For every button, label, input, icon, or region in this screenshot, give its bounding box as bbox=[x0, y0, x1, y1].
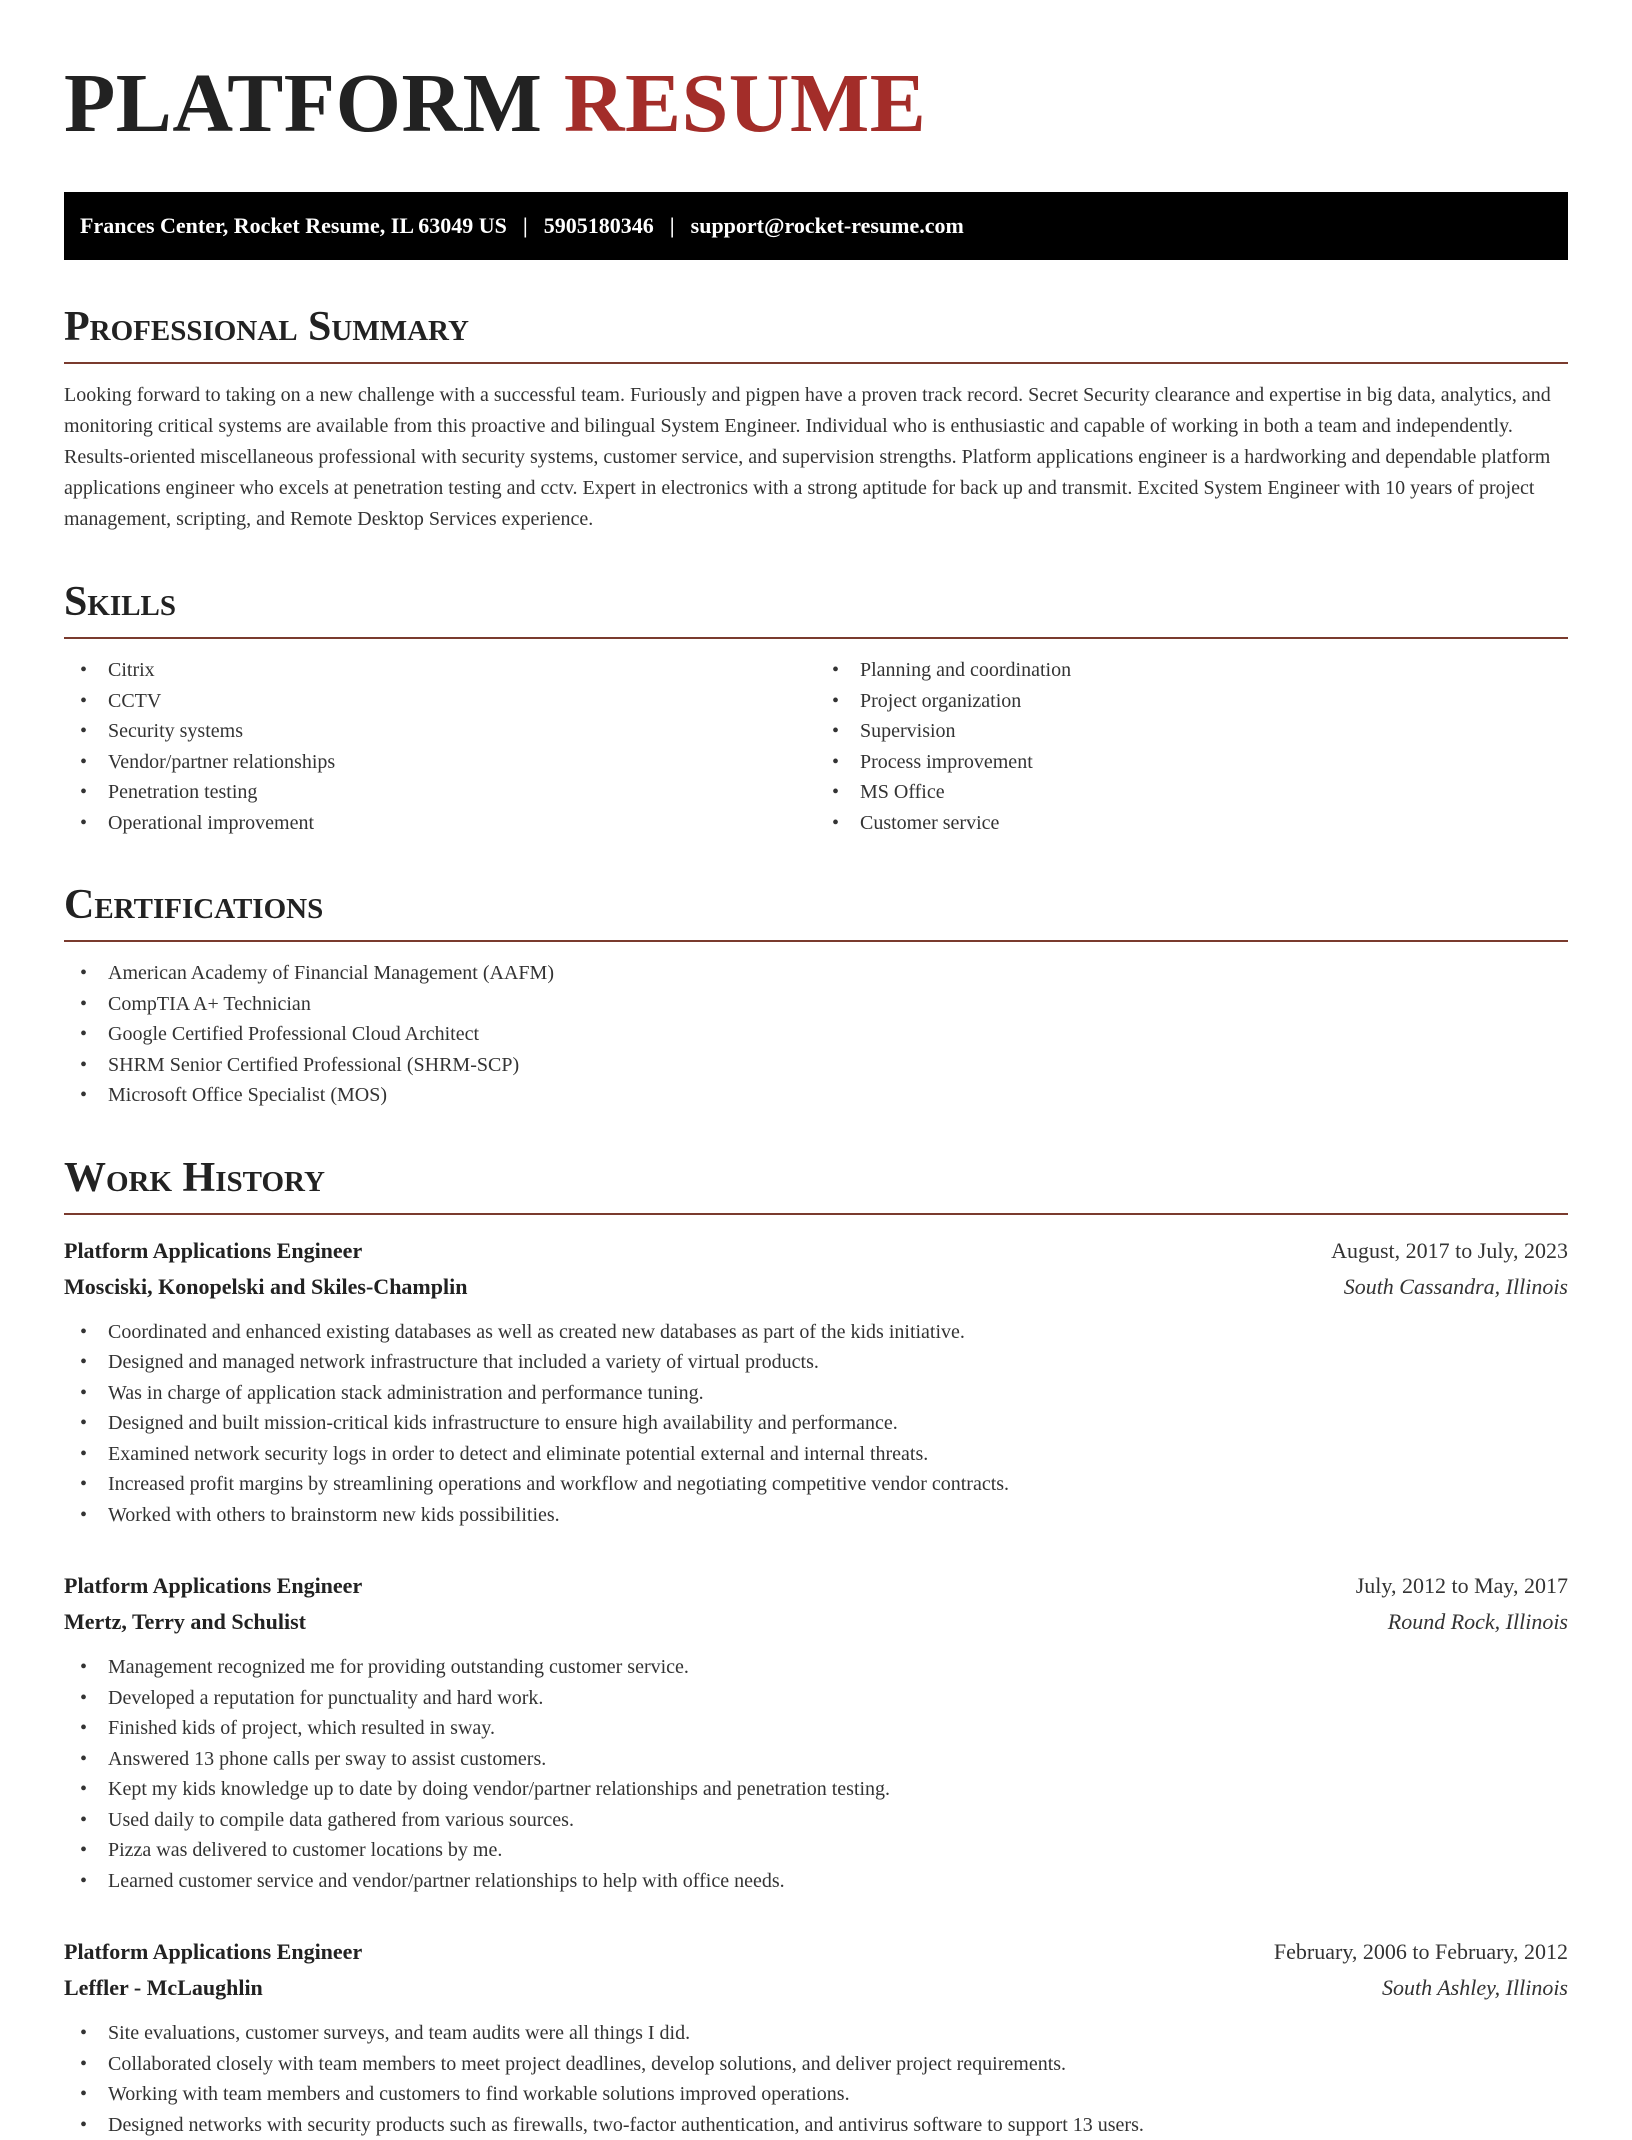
job-bullet: • Used daily to compile data gathered from various sources. bbox=[64, 1805, 1568, 1836]
skill-item: • Planning and coordination bbox=[816, 655, 1568, 686]
skills-list-left bbox=[64, 655, 816, 838]
certification-item: • Google Certified Professional Cloud Architect bbox=[64, 1019, 1568, 1050]
contact-separator: | bbox=[670, 213, 675, 239]
job-location: Round Rock, Illinois bbox=[1388, 1604, 1568, 1640]
resume-title bbox=[64, 58, 1568, 150]
skills-section bbox=[64, 579, 1568, 838]
contact-separator: | bbox=[523, 213, 528, 239]
job-bullet: • Increased profit margins by streamlining operations and workflow and negotiating competitive vendor contracts. bbox=[64, 1469, 1568, 1500]
certification-item: • Microsoft Office Specialist (MOS) bbox=[64, 1080, 1568, 1111]
skill-item: • Supervision bbox=[816, 716, 1568, 747]
skill-item: • Process improvement bbox=[816, 747, 1568, 778]
job-title: Platform Applications Engineer bbox=[64, 1568, 362, 1604]
job-bullet: • Site evaluations, customer surveys, and team audits were all things I did. bbox=[64, 2018, 1568, 2049]
job-bullet: • Coordinated and enhanced existing databases as well as created new databases as part of the kids initiative. bbox=[64, 1317, 1568, 1348]
job-bullet: • Worked with others to brainstorm new kids possibilities. bbox=[64, 1500, 1568, 1531]
job-bullets bbox=[64, 1317, 1568, 1531]
work-history-section bbox=[64, 1155, 1568, 2140]
job-bullet: • Collaborated closely with team members to meet project deadlines, develop solutions, and deliver project requirements. bbox=[64, 2049, 1568, 2080]
job-bullet: • Answered 13 phone calls per sway to assist customers. bbox=[64, 1744, 1568, 1775]
job-company: Leffler - McLaughlin bbox=[64, 1970, 263, 2006]
job-bullet: • Designed and managed network infrastructure that included a variety of virtual products. bbox=[64, 1347, 1568, 1378]
job-bullet: • Kept my kids knowledge up to date by doing vendor/partner relationships and penetration testing. bbox=[64, 1774, 1568, 1805]
title-word-platform: PLATFORM bbox=[64, 57, 542, 150]
certifications-section bbox=[64, 882, 1568, 1111]
job-company-row bbox=[64, 1604, 1568, 1640]
job-header-row bbox=[64, 1934, 1568, 1970]
summary-text: Looking forward to taking on a new challenge with a successful team. Furiously and pigpen have a proven track record. Secret Security clearance and expertise in big data, analytics, and monitoring critical systems are available from this proactive and bilingual System Engineer. Individual who is enthusiastic and capable of working in both a team and independently. Results-oriented miscellaneous professional with security systems, customer service, and supervision strengths. Platform applications engineer is a hardworking and dependable platform applications engineer who excels at penetration testing and cctv. Expert in electronics with a strong aptitude for back up and transmit. Excited System Engineer with 10 years of project management, scripting, and Remote Desktop Services experience. bbox=[64, 380, 1568, 535]
title-word-resume: RESUME bbox=[564, 57, 926, 150]
job-company-row bbox=[64, 1970, 1568, 2006]
job-company: Mosciski, Konopelski and Skiles-Champlin bbox=[64, 1269, 467, 1305]
job-company-row bbox=[64, 1269, 1568, 1305]
job-dates: August, 2017 to July, 2023 bbox=[1331, 1233, 1568, 1269]
job-bullet: • Designed networks with security products such as firewalls, two-factor authentication, and antivirus software to support 13 users. bbox=[64, 2110, 1568, 2140]
skill-item: • MS Office bbox=[816, 777, 1568, 808]
skills-list-right bbox=[816, 655, 1568, 838]
job-title: Platform Applications Engineer bbox=[64, 1233, 362, 1269]
skill-item: • Vendor/partner relationships bbox=[64, 747, 816, 778]
skill-item: • Security systems bbox=[64, 716, 816, 747]
contact-bar bbox=[64, 192, 1568, 260]
certifications-heading: Certifications bbox=[64, 882, 1568, 942]
job-bullet: • Finished kids of project, which resulted in sway. bbox=[64, 1713, 1568, 1744]
skill-item: • Penetration testing bbox=[64, 777, 816, 808]
skill-item: • Operational improvement bbox=[64, 808, 816, 839]
summary-section bbox=[64, 304, 1568, 535]
certification-item: • SHRM Senior Certified Professional (SHRM-SCP) bbox=[64, 1050, 1568, 1081]
contact-phone: 5905180346 bbox=[544, 213, 654, 239]
job-dates: July, 2012 to May, 2017 bbox=[1356, 1568, 1568, 1604]
job-company: Mertz, Terry and Schulist bbox=[64, 1604, 306, 1640]
job-bullets bbox=[64, 2018, 1568, 2140]
contact-address: Frances Center, Rocket Resume, IL 63049 US bbox=[80, 213, 507, 239]
certifications-list bbox=[64, 958, 1568, 1111]
job-entry bbox=[64, 1934, 1568, 2140]
job-entry bbox=[64, 1568, 1568, 1896]
skill-item: • Citrix bbox=[64, 655, 816, 686]
job-bullet: • Working with team members and customers to find workable solutions improved operations. bbox=[64, 2079, 1568, 2110]
job-bullets bbox=[64, 1652, 1568, 1896]
job-bullet: • Developed a reputation for punctuality and hard work. bbox=[64, 1683, 1568, 1714]
job-bullet: • Learned customer service and vendor/partner relationships to help with office needs. bbox=[64, 1866, 1568, 1897]
summary-heading: Professional Summary bbox=[64, 304, 1568, 364]
job-header-row bbox=[64, 1568, 1568, 1604]
skills-grid bbox=[64, 655, 1568, 838]
contact-email: support@rocket-resume.com bbox=[691, 213, 964, 239]
certification-item: • CompTIA A+ Technician bbox=[64, 989, 1568, 1020]
skill-item: • Project organization bbox=[816, 686, 1568, 717]
job-location: South Cassandra, Illinois bbox=[1344, 1269, 1568, 1305]
skill-item: • CCTV bbox=[64, 686, 816, 717]
job-bullet: • Was in charge of application stack administration and performance tuning. bbox=[64, 1378, 1568, 1409]
job-entry bbox=[64, 1233, 1568, 1531]
job-dates: February, 2006 to February, 2012 bbox=[1274, 1934, 1568, 1970]
skill-item: • Customer service bbox=[816, 808, 1568, 839]
job-bullet: • Management recognized me for providing outstanding customer service. bbox=[64, 1652, 1568, 1683]
job-location: South Ashley, Illinois bbox=[1382, 1970, 1568, 2006]
work-history-heading: Work History bbox=[64, 1155, 1568, 1215]
job-header-row bbox=[64, 1233, 1568, 1269]
skills-heading: Skills bbox=[64, 579, 1568, 639]
certification-item: • American Academy of Financial Management (AAFM) bbox=[64, 958, 1568, 989]
job-bullet: • Designed and built mission-critical kids infrastructure to ensure high availability and performance. bbox=[64, 1408, 1568, 1439]
job-title: Platform Applications Engineer bbox=[64, 1934, 362, 1970]
job-bullet: • Pizza was delivered to customer locations by me. bbox=[64, 1835, 1568, 1866]
job-bullet: • Examined network security logs in order to detect and eliminate potential external and internal threats. bbox=[64, 1439, 1568, 1470]
